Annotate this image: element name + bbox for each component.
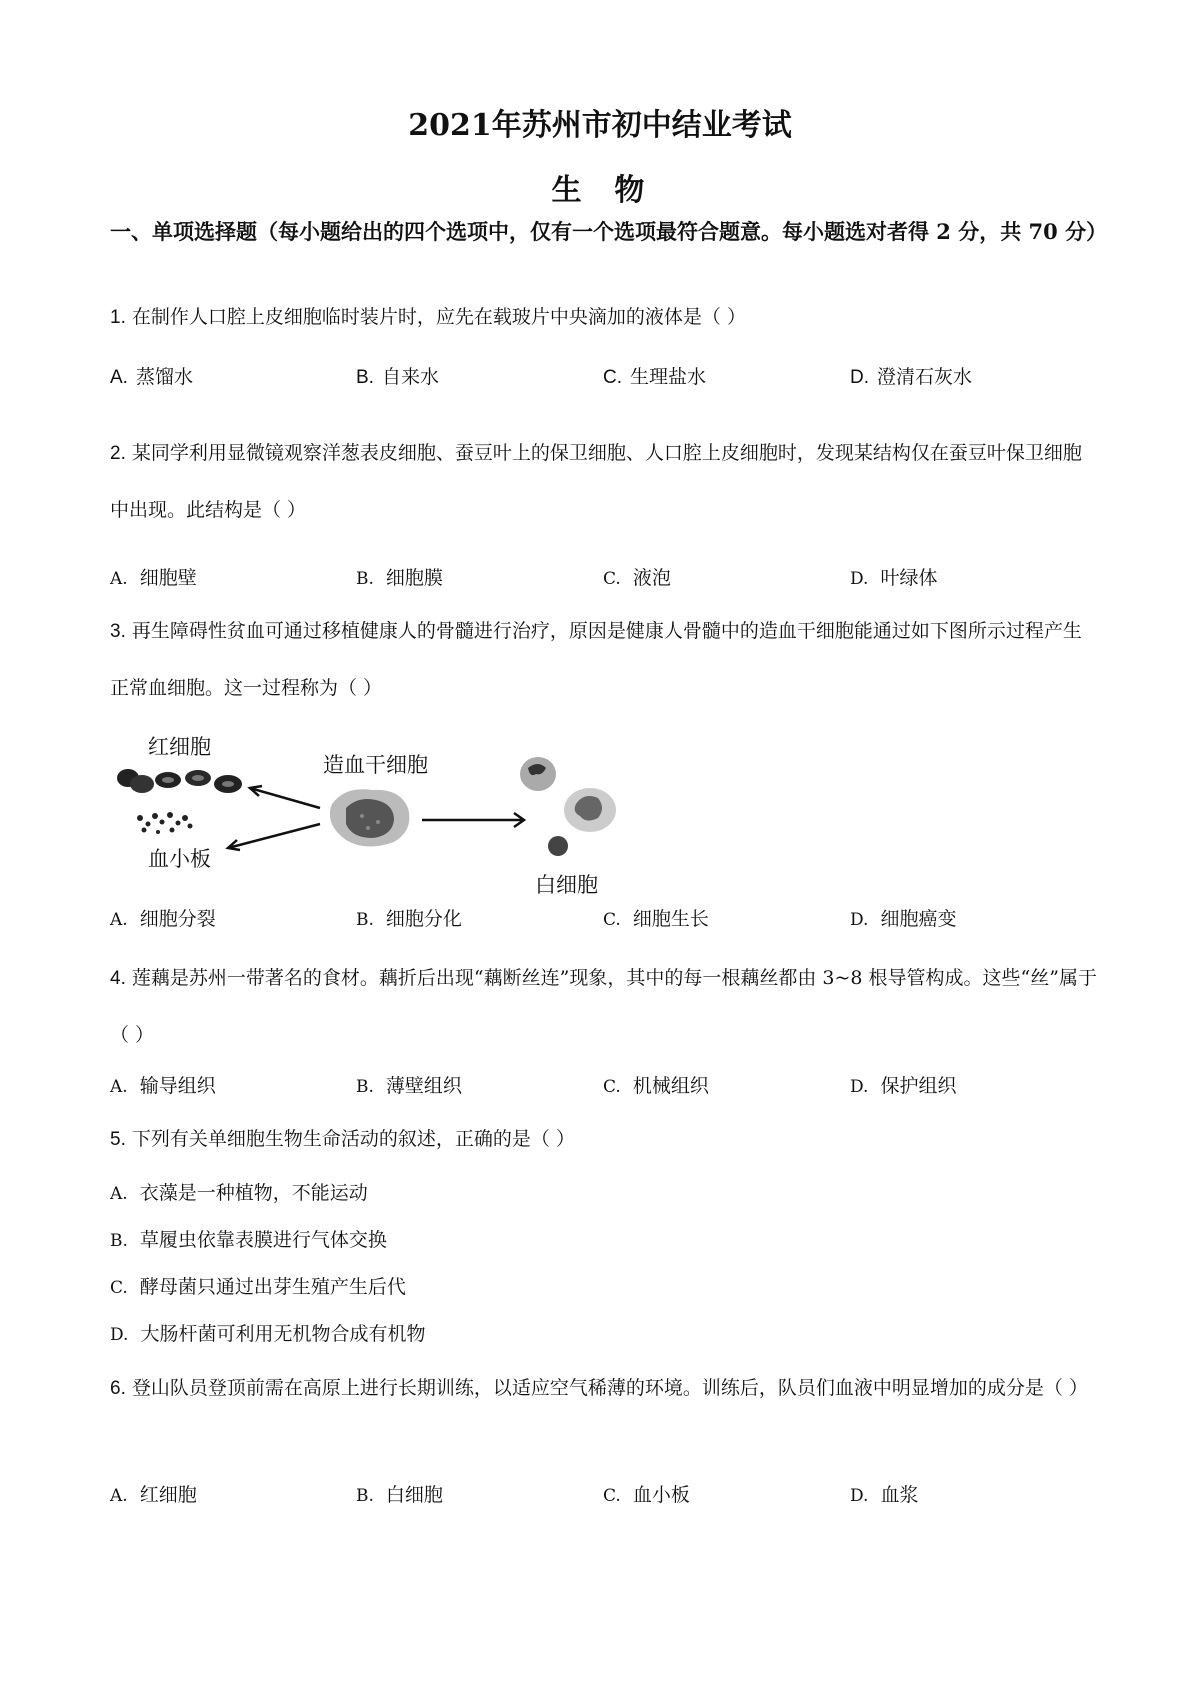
stem-cell-label: 造血干细胞 xyxy=(323,753,428,777)
question-number: 6. xyxy=(110,1378,126,1399)
arrow-to-red-cells-icon xyxy=(250,786,320,808)
option-d: D. 血浆 xyxy=(850,1484,919,1506)
option-d: D. 澄清石灰水 xyxy=(850,366,973,388)
arrow-to-white-cells-icon xyxy=(422,813,524,827)
red-blood-cells-icon xyxy=(117,769,242,793)
option-d: D. 保护组织 xyxy=(850,1075,957,1097)
question-4 xyxy=(110,950,1100,1063)
option-5c xyxy=(110,1272,1110,1302)
option-c: C. 酵母菌只通过出芽生殖产生后代 xyxy=(110,1276,406,1298)
option-b: B. 自来水 xyxy=(356,366,439,388)
options-1 xyxy=(110,362,1110,392)
option-b: B. 草履虫依靠表膜进行气体交换 xyxy=(110,1229,387,1251)
question-1 xyxy=(110,289,1100,346)
option-d: D. 细胞癌变 xyxy=(850,908,957,930)
question-text: 再生障碍性贫血可通过移植健康人的骨髓进行治疗，原因是健康人骨髓中的造血干细胞能通过如下图所示过程产生正常血细胞。这一过程称为（ ） xyxy=(110,620,1082,699)
question-number: 5. xyxy=(110,1129,126,1150)
option-a: A. 蒸馏水 xyxy=(110,366,193,388)
option-c: C. 细胞生长 xyxy=(603,908,709,930)
option-c: C. 生理盐水 xyxy=(603,366,707,388)
white-blood-cells-icon xyxy=(520,757,616,856)
options-4 xyxy=(110,1071,1110,1101)
option-d: D. 叶绿体 xyxy=(850,567,938,589)
white-cell-label: 白细胞 xyxy=(535,873,598,897)
exam-title: 2021年苏州市初中结业考试 xyxy=(408,108,792,143)
stem-cell-icon xyxy=(330,789,410,846)
question-3 xyxy=(110,603,1100,716)
options-2 xyxy=(110,563,1110,593)
question-6 xyxy=(110,1360,1100,1417)
options-6 xyxy=(110,1480,1110,1510)
option-a: A. 红细胞 xyxy=(110,1484,197,1506)
red-cell-label: 红细胞 xyxy=(148,735,211,759)
option-c: C. 血小板 xyxy=(603,1484,690,1506)
option-c: C. 机械组织 xyxy=(603,1075,709,1097)
question-text: 登山队员登顶前需在高原上进行长期训练，以适应空气稀薄的环境。训练后，队员们血液中明显增加的成分是（ ） xyxy=(131,1377,1088,1399)
section-heading: 一、单项选择题（每小题给出的四个选项中，仅有一个选项最符合题意。每小题选对者得 2 分，共 70 分） xyxy=(110,219,1108,244)
question-text: 在制作人口腔上皮细胞临时装片时，应先在载玻片中央滴加的液体是（ ） xyxy=(131,306,746,328)
option-b: B. 白细胞 xyxy=(356,1484,443,1506)
options-3 xyxy=(110,904,1110,934)
option-5d xyxy=(110,1319,1110,1349)
question-number: 1. xyxy=(110,307,126,328)
option-a: A. 输导组织 xyxy=(110,1075,216,1097)
option-a: A. 衣藻是一种植物，不能运动 xyxy=(110,1182,368,1204)
question-text: 莲藕是苏州一带著名的食材。藕折后出现“藕断丝连”现象，其中的每一根藕丝都由 3~8 根导管构成。这些“丝”属于（ ） xyxy=(110,967,1097,1046)
option-c: C. 液泡 xyxy=(603,567,671,589)
question-number: 2. xyxy=(110,443,126,464)
question-number: 4. xyxy=(110,968,126,989)
question-text: 下列有关单细胞生物生命活动的叙述，正确的是（ ） xyxy=(131,1128,575,1150)
question-number: 3. xyxy=(110,621,126,642)
option-b: B. 细胞分化 xyxy=(356,908,462,930)
option-b: B. 薄壁组织 xyxy=(356,1075,462,1097)
option-b: B. 细胞膜 xyxy=(356,567,443,589)
platelets-icon xyxy=(137,812,193,834)
question-text: 某同学利用显微镜观察洋葱表皮细胞、蚕豆叶上的保卫细胞、人口腔上皮细胞时，发现某结构仅在蚕豆叶保卫细胞中出现。此结构是（ ） xyxy=(110,442,1082,521)
question-2 xyxy=(110,425,1100,538)
option-5b xyxy=(110,1225,1110,1255)
option-a: A. 细胞分裂 xyxy=(110,908,216,930)
option-d: D. 大肠杆菌可利用无机物合成有机物 xyxy=(110,1323,426,1345)
arrow-to-platelets-icon xyxy=(228,824,320,850)
option-a: A. 细胞壁 xyxy=(110,567,197,589)
hematopoiesis-figure xyxy=(110,712,710,902)
question-5 xyxy=(110,1111,1100,1168)
subject-title: 生 物 xyxy=(551,173,649,208)
platelet-label: 血小板 xyxy=(148,847,211,871)
option-5a xyxy=(110,1178,1110,1208)
